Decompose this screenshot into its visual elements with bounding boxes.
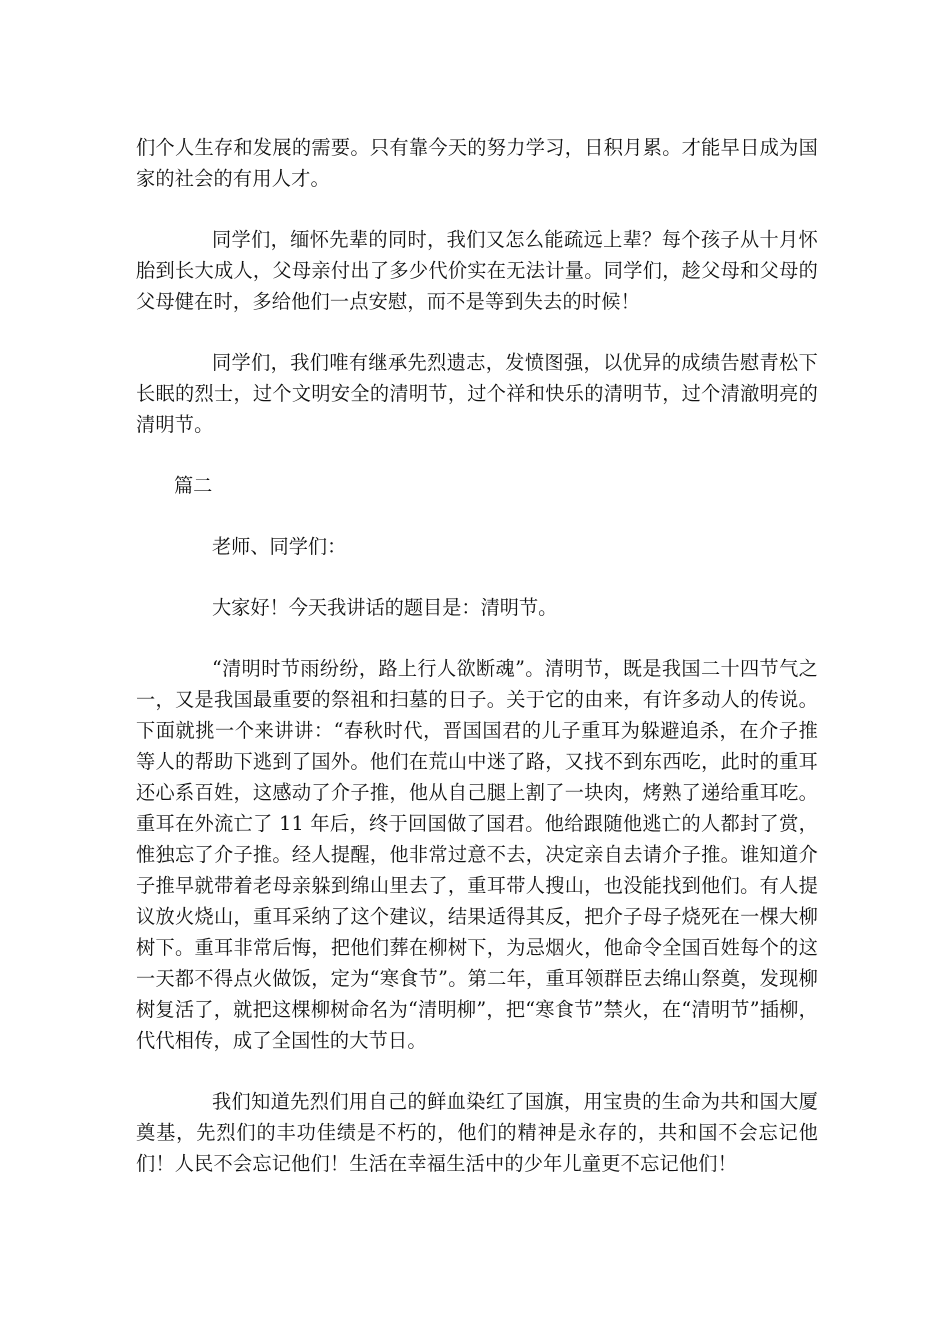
document-page <box>136 132 818 1209</box>
salutation: 老师、同学们： <box>212 535 347 558</box>
paragraph-continued: 们个人生存和发展的需要。只有靠今天的努力学习，日积月累。才能早日成为国家的社会的有用人才。 <box>136 136 818 190</box>
paragraph-inherit: 同学们，我们唯有继承先烈遗志，发愤图强，以优异的成绩告慰青松下长眠的烈士，过个文明安全的清明节，过个祥和快乐的清明节，过个清澈明亮的清明节。 <box>136 351 818 436</box>
paragraph-legend: “清明时节雨纷纷，路上行人欲断魂”。清明节，既是我国二十四节气之一，又是我国最重要的祭祖和扫墓的日子。关于它的由来，有许多动人的传说。下面就挑一个来讲讲：“春秋时代，晋国国君的儿子重耳为躲避追杀，在介子推等人的帮助下逃到了国外。他们在荒山中迷了路，又找不到东西吃，此时的重耳还心系百姓，这感动了介子推，他从自己腿上割了一块肉，烤熟了递给重耳吃。重耳在外流亡了 11 年后，终于回国做了国君。他给跟随他逃亡的人都封了赏，惟独忘了介子推。经人提醒，他非常过意不去，决定亲自去请介子推。谁知道介子推早就带着老母亲躲到绵山里去了，重耳带人搜山，也没能找到他们。有人提议放火烧山，重耳采纳了这个建议，结果适得其反，把介子母子烧死在一棵大柳树下。重耳非常后悔，把他们葬在柳树下，为忌烟火，他命令全国百姓每个的这一天都不得点火做饭，定为“寒食节”。第二年，重耳领群臣去绵山祭奠，发现柳树复活了，就把这棵柳树命名为“清明柳”，把“寒食节”禁火，在“清明节”插柳，代代相传，成了全国性的大节日。 <box>136 657 818 1052</box>
paragraph-elders: 同学们，缅怀先辈的同时，我们又怎么能疏远上辈？每个孩子从十月怀胎到长大成人，父母亲付出了多少代价实在无法计量。同学们，趁父母和父母的父母健在时，多给他们一点安慰，而不是等到失去的时候！ <box>136 228 818 313</box>
paragraph-martyrs: 我们知道先烈们用自己的鲜血染红了国旗，用宝贵的生命为共和国大厦奠基，先烈们的丰功佳绩是不朽的，他们的精神是永存的，共和国不会忘记他们！人民不会忘记他们！生活在幸福生活中的少年儿童更不忘记他们！ <box>136 1090 818 1175</box>
section-heading: 篇二 <box>174 474 213 497</box>
greeting: 大家好！今天我讲话的题目是：清明节。 <box>212 596 558 619</box>
